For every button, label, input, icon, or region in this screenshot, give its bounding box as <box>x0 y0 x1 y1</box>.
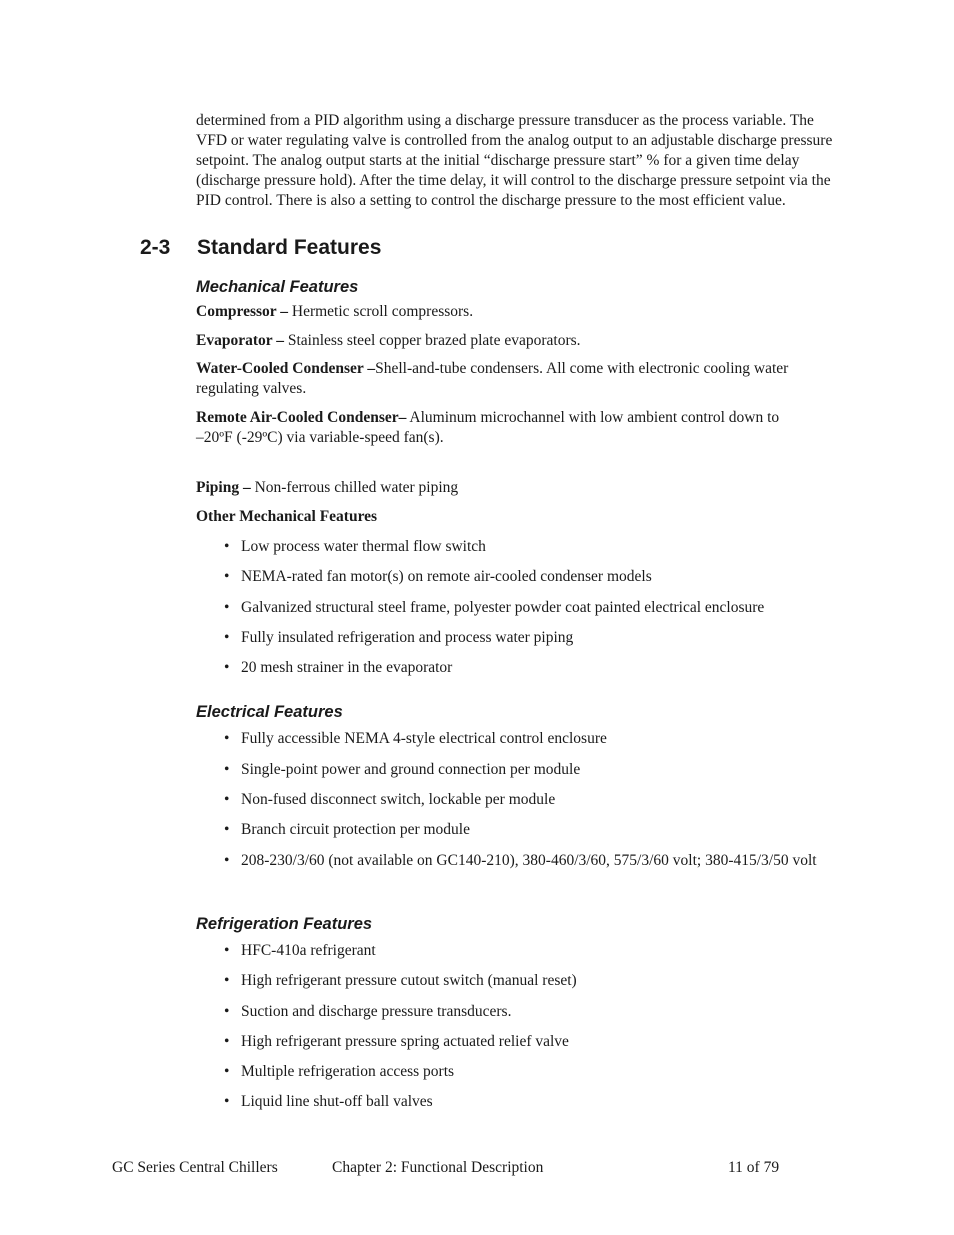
evaporator-paragraph <box>196 331 836 351</box>
piping-text: Non-ferrous chilled water piping <box>250 479 459 496</box>
refrigeration-features-heading: Refrigeration Features <box>196 915 373 933</box>
list-item: • Branch circuit protection per module <box>224 821 470 838</box>
list-item: • HFC-410a refrigerant <box>224 942 376 959</box>
page-footer <box>0 1157 954 1179</box>
electrical-features-list <box>196 729 836 871</box>
mechanical-features-heading: Mechanical Features <box>196 278 359 296</box>
footer-document-title: GC Series Central Chillers <box>112 1159 278 1176</box>
section-title: Standard Features <box>197 236 382 259</box>
footer-chapter: Chapter 2: Functional Description <box>332 1159 544 1176</box>
list-item: • Multiple refrigeration access ports <box>224 1063 455 1080</box>
list-item: • Liquid line shut-off ball valves <box>224 1093 433 1110</box>
section-heading <box>140 234 381 262</box>
piping-paragraph <box>196 478 836 498</box>
evaporator-text: Stainless steel copper brazed plate evaporators. <box>283 332 581 349</box>
evaporator-term: Evaporator – <box>196 332 284 349</box>
compressor-paragraph <box>196 302 836 322</box>
list-item: • Low process water thermal flow switch <box>224 538 486 555</box>
list-item: • 208-230/3/60 (not available on GC140-210), 380-460/3/60, 575/3/60 volt; 380-415/3/50 volt <box>224 852 817 869</box>
list-item: • High refrigerant pressure spring actuated relief valve <box>224 1033 569 1050</box>
remote-air-cooled-condenser-term: Remote Air-Cooled Condenser– <box>196 409 407 426</box>
water-cooled-condenser-term: Water-Cooled Condenser – <box>196 360 376 377</box>
list-item: • 20 mesh strainer in the evaporator <box>224 659 453 676</box>
section-number: 2-3 <box>140 236 171 259</box>
electrical-features-heading: Electrical Features <box>196 703 343 721</box>
list-item: • Non-fused disconnect switch, lockable per module <box>224 791 556 808</box>
list-item: • Single-point power and ground connection per module <box>224 761 581 778</box>
list-item: • Fully insulated refrigeration and process water piping <box>224 629 574 646</box>
intro-paragraph: determined from a PID algorithm using a discharge pressure transducer as the process variable. The VFD or water regulating valve is controlled from the analog output to an adjustable discharge pressure setpoint. The analog output starts at the initial “discharge pressure start” % for a given time delay (discharge pressure hold). After the time delay, it will control to the discharge pressure setpoint via the PID control. There is also a setting to control the discharge pressure to the most efficient value. <box>196 112 833 209</box>
list-item: • Suction and discharge pressure transducers. <box>224 1003 512 1020</box>
compressor-term: Compressor – <box>196 303 288 320</box>
remote-air-cooled-condenser-temp: –20ºF (-29ºC) via variable-speed fan(s). <box>196 429 444 446</box>
water-cooled-condenser-text: Shell-and-tube condensers. All come with electronic cooling water regulating valves. <box>196 360 789 397</box>
list-item: • High refrigerant pressure cutout switch (manual reset) <box>224 972 577 989</box>
list-item: • NEMA-rated fan motor(s) on remote air-cooled condenser models <box>224 568 652 585</box>
list-item: • Galvanized structural steel frame, polyester powder coat painted electrical enclosure <box>224 599 765 616</box>
remote-air-cooled-condenser-paragraph <box>196 408 836 448</box>
piping-term: Piping – <box>196 479 251 496</box>
water-cooled-condenser-paragraph <box>196 359 836 399</box>
other-mechanical-heading: Other Mechanical Features <box>196 508 378 525</box>
other-mechanical-list <box>196 537 836 678</box>
footer-page-number: 11 of 79 <box>728 1159 780 1176</box>
compressor-text: Hermetic scroll compressors. <box>288 303 474 320</box>
list-item: • Fully accessible NEMA 4-style electrical control enclosure <box>224 730 607 747</box>
remote-air-cooled-condenser-text: Aluminum microchannel with low ambient control down to <box>406 409 780 426</box>
refrigeration-features-list <box>196 941 836 1112</box>
